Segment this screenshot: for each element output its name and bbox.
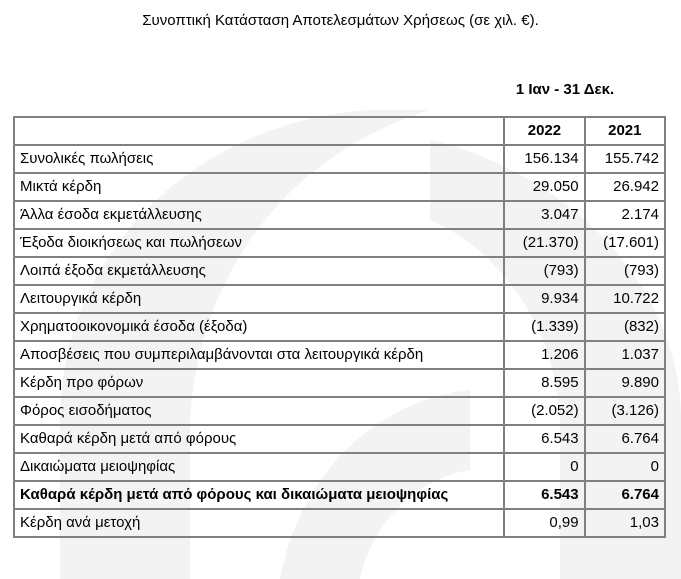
row-label: Φόρος εισοδήματος: [14, 397, 504, 425]
value-2021: 0: [585, 453, 665, 481]
table-row: [14, 397, 665, 425]
table-row: [14, 453, 665, 481]
value-2021: 6.764: [585, 481, 665, 509]
value-2021: (793): [585, 257, 665, 285]
value-2021: 155.742: [585, 145, 665, 173]
value-2022: 1.206: [504, 341, 584, 369]
value-2021: 1,03: [585, 509, 665, 537]
table-row: [14, 201, 665, 229]
value-2022: 0: [504, 453, 584, 481]
table-row: [14, 257, 665, 285]
row-label: Δικαιώματα μειοψηφίας: [14, 453, 504, 481]
table-row: [14, 509, 665, 537]
value-2021: 2.174: [585, 201, 665, 229]
table-header-row: [14, 117, 665, 145]
row-label: Λοιπά έξοδα εκμετάλλευσης: [14, 257, 504, 285]
value-2022: 8.595: [504, 369, 584, 397]
table-row: [14, 285, 665, 313]
value-2021: (832): [585, 313, 665, 341]
row-label: Κέρδη προ φόρων: [14, 369, 504, 397]
header-year-2022: 2022: [504, 117, 584, 145]
table-row: [14, 313, 665, 341]
row-label: Κέρδη ανά μετοχή: [14, 509, 504, 537]
row-label: Καθαρά κέρδη μετά από φόρους και δικαιώματα μειοψηφίας: [14, 481, 504, 509]
row-label: Αποσβέσεις που συμπεριλαμβάνονται στα λειτουργικά κέρδη: [14, 341, 504, 369]
value-2022: 6.543: [504, 481, 584, 509]
value-2022: 29.050: [504, 173, 584, 201]
row-label: Καθαρά κέρδη μετά από φόρους: [14, 425, 504, 453]
period-label: 1 Ιαν - 31 Δεκ.: [515, 81, 615, 98]
value-2021: (17.601): [585, 229, 665, 257]
row-label: Συνολικές πωλήσεις: [14, 145, 504, 173]
table-row: [14, 369, 665, 397]
income-statement-table: [13, 116, 666, 538]
value-2021: 9.890: [585, 369, 665, 397]
value-2022: (1.339): [504, 313, 584, 341]
row-label: Χρηματοοικονομικά έσοδα (έξοδα): [14, 313, 504, 341]
header-label-cell: [14, 117, 504, 145]
value-2021: 1.037: [585, 341, 665, 369]
value-2022: 6.543: [504, 425, 584, 453]
table-row: [14, 173, 665, 201]
row-label: Έξοδα διοικήσεως και πωλήσεων: [14, 229, 504, 257]
page-title: Συνοπτική Κατάσταση Αποτελεσμάτων Χρήσεως (σε χιλ. €).: [142, 12, 539, 29]
table-row: [14, 145, 665, 173]
table-row: [14, 425, 665, 453]
table-row-total: [14, 481, 665, 509]
header-year-2021: 2021: [585, 117, 665, 145]
table-row: [14, 341, 665, 369]
value-2021: (3.126): [585, 397, 665, 425]
value-2021: 26.942: [585, 173, 665, 201]
row-label: Λειτουργικά κέρδη: [14, 285, 504, 313]
value-2022: (793): [504, 257, 584, 285]
value-2022: 0,99: [504, 509, 584, 537]
value-2022: 156.134: [504, 145, 584, 173]
value-2022: 3.047: [504, 201, 584, 229]
table-row: [14, 229, 665, 257]
value-2022: (2.052): [504, 397, 584, 425]
value-2021: 10.722: [585, 285, 665, 313]
value-2021: 6.764: [585, 425, 665, 453]
value-2022: (21.370): [504, 229, 584, 257]
row-label: Μικτά κέρδη: [14, 173, 504, 201]
row-label: Άλλα έσοδα εκμετάλλευσης: [14, 201, 504, 229]
value-2022: 9.934: [504, 285, 584, 313]
